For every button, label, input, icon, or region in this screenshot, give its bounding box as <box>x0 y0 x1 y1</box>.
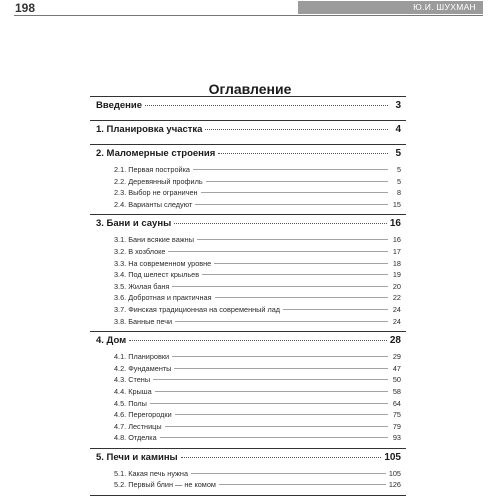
toc-subsection-title: 4.4. Крыша <box>114 386 152 396</box>
toc-subsection-title: 4.5. Полы <box>114 398 147 408</box>
toc-subsection-page: 5 <box>396 165 401 174</box>
dot-leader <box>145 105 388 106</box>
toc-subsection <box>90 410 406 422</box>
toc-chapter <box>90 452 406 469</box>
dot-leader <box>174 223 387 224</box>
toc-subsection-title: 3.6. Добротная и практичная <box>114 293 212 303</box>
toc-subsection-title: 3.5. Жилая баня <box>114 281 170 291</box>
dot-leader <box>129 340 387 341</box>
toc-chapter-title: Введение <box>96 100 143 111</box>
toc-chapter-page: 5 <box>395 148 401 159</box>
dot-leader <box>174 368 388 369</box>
toc-section <box>90 121 406 145</box>
toc-chapter-page: 105 <box>384 451 401 463</box>
toc-chapter-page: 3 <box>395 100 401 111</box>
dot-leader <box>191 473 386 474</box>
toc-subsection <box>90 375 406 387</box>
toc-subsection-title: 2.3. Выбор не ограничен <box>114 188 198 198</box>
dot-leader <box>165 426 388 427</box>
toc-subsection <box>90 235 406 247</box>
toc-chapter <box>90 100 406 117</box>
toc-subsection <box>90 282 406 294</box>
toc-chapter-page: 28 <box>389 335 401 347</box>
toc-chapter-title: 4. Дом <box>96 335 127 347</box>
toc-title: Оглавление <box>208 81 292 97</box>
toc-chapter-title: 1. Планировка участка <box>96 124 203 135</box>
toc-subsection <box>90 305 406 317</box>
dot-leader <box>197 239 388 240</box>
toc-subsection-page: 47 <box>392 363 401 373</box>
page-number: 198 <box>15 1 36 15</box>
toc-subsection-page: 79 <box>392 421 401 431</box>
dot-leader <box>201 192 388 193</box>
dot-leader <box>172 286 388 287</box>
toc-subsection-page: 5 <box>396 176 401 186</box>
dot-leader <box>215 297 388 298</box>
dot-leader <box>195 204 388 205</box>
toc-subsection-title: 2.1. Первая постройка <box>114 165 190 174</box>
dot-leader <box>155 391 388 392</box>
toc-subsection <box>90 293 406 305</box>
toc-subsection-page: 58 <box>392 386 401 396</box>
toc-subsection <box>90 387 406 399</box>
toc-subsection-title: 4.1. Планировки <box>114 352 170 362</box>
toc-chapter <box>90 335 406 352</box>
toc-subsection-title: 4.8. Отделка <box>114 433 157 443</box>
toc-subsection <box>90 433 406 445</box>
toc-subsection-title: 2.4. Варианты следуют <box>114 199 193 209</box>
dot-leader <box>202 274 388 275</box>
toc-subsection-page: 24 <box>392 316 401 326</box>
dot-leader <box>175 321 388 322</box>
table-of-contents <box>90 96 406 496</box>
toc-subsection-page: 8 <box>396 188 401 198</box>
toc-subsection-page: 16 <box>392 235 401 245</box>
toc-subsection-title: 4.2. Фундаменты <box>114 363 172 373</box>
toc-section <box>90 215 406 332</box>
toc-subsection <box>90 399 406 411</box>
dot-leader <box>206 181 388 182</box>
toc-subsection <box>90 364 406 376</box>
toc-subsection <box>90 165 406 177</box>
toc-subsection-page: 64 <box>392 398 401 408</box>
dot-leader <box>160 437 388 438</box>
toc-chapter-title: 5. Печи и камины <box>96 451 178 463</box>
toc-subsection-page: 24 <box>392 304 401 314</box>
toc-subsection-title: 2.2. Деревянный профиль <box>114 176 203 186</box>
page-header <box>14 0 483 17</box>
dot-leader <box>283 309 388 310</box>
toc-subsection-page: 20 <box>392 281 401 291</box>
toc-section <box>90 145 406 215</box>
toc-chapter-title: 3. Бани и сауны <box>96 218 172 230</box>
dot-leader <box>168 251 388 252</box>
dot-leader <box>218 153 388 154</box>
dot-leader <box>219 484 386 485</box>
toc-chapter-page: 4 <box>395 124 401 135</box>
toc-chapter <box>90 218 406 235</box>
toc-subsection-title: 3.3. На современном уровне <box>114 258 212 268</box>
toc-subsection <box>90 317 406 329</box>
dot-leader <box>172 356 388 357</box>
toc-subsection <box>90 200 406 212</box>
toc-subsection <box>90 247 406 259</box>
toc-subsection-title: 3.1. Бани всякие важны <box>114 235 194 245</box>
toc-subsection <box>90 259 406 271</box>
dot-leader <box>150 403 388 404</box>
dot-leader <box>153 379 388 380</box>
toc-subsection-page: 22 <box>392 293 401 303</box>
toc-subsection-page: 17 <box>392 246 401 256</box>
toc-subsection-title: 3.4. Под шелест крыльев <box>114 270 200 280</box>
toc-subsection-page: 18 <box>392 258 401 268</box>
toc-subsection-title: 3.8. Банные печи <box>114 316 173 326</box>
toc-subsection-title: 3.2. В хозблоке <box>114 246 166 256</box>
toc-section <box>90 97 406 121</box>
dot-leader <box>214 263 388 264</box>
toc-subsection <box>90 469 406 481</box>
toc-chapter <box>90 148 406 165</box>
dot-leader <box>175 414 388 415</box>
dot-leader <box>193 169 388 170</box>
toc-subsection-title: 5.1. Какая печь нужна <box>114 468 189 478</box>
toc-subsection <box>90 177 406 189</box>
toc-subsection <box>90 422 406 434</box>
running-head-author: Ю.И. ШУХМАН <box>298 1 483 14</box>
toc-subsection <box>90 480 406 492</box>
toc-chapter-page: 16 <box>389 218 401 230</box>
toc-subsection-page: 19 <box>392 270 401 280</box>
dot-leader <box>205 129 388 130</box>
toc-subsection-page: 93 <box>392 433 401 443</box>
toc-section <box>90 332 406 449</box>
toc-chapter-title: 2. Маломерные строения <box>96 148 216 159</box>
toc-subsection <box>90 352 406 364</box>
toc-subsection-page: 105 <box>388 468 401 478</box>
toc-subsection-page: 29 <box>392 352 401 362</box>
toc-subsection-title: 3.7. Финская традиционная на современный лад <box>114 304 281 314</box>
toc-chapter <box>90 124 406 141</box>
toc-subsection <box>90 188 406 200</box>
toc-subsection-title: 4.3. Стены <box>114 375 151 385</box>
toc-subsection <box>90 270 406 282</box>
toc-subsection-page: 126 <box>388 480 401 490</box>
dot-leader <box>181 457 382 458</box>
toc-subsection-title: 4.7. Лестницы <box>114 421 162 431</box>
header-rule <box>14 15 483 16</box>
toc-subsection-title: 4.6. Перегородки <box>114 410 172 420</box>
toc-subsection-title: 5.2. Первый блин — не комом <box>114 480 216 490</box>
toc-subsection-page: 15 <box>392 199 401 209</box>
toc-subsection-page: 75 <box>392 410 401 420</box>
toc-section <box>90 449 406 495</box>
toc-subsection-page: 50 <box>392 375 401 385</box>
